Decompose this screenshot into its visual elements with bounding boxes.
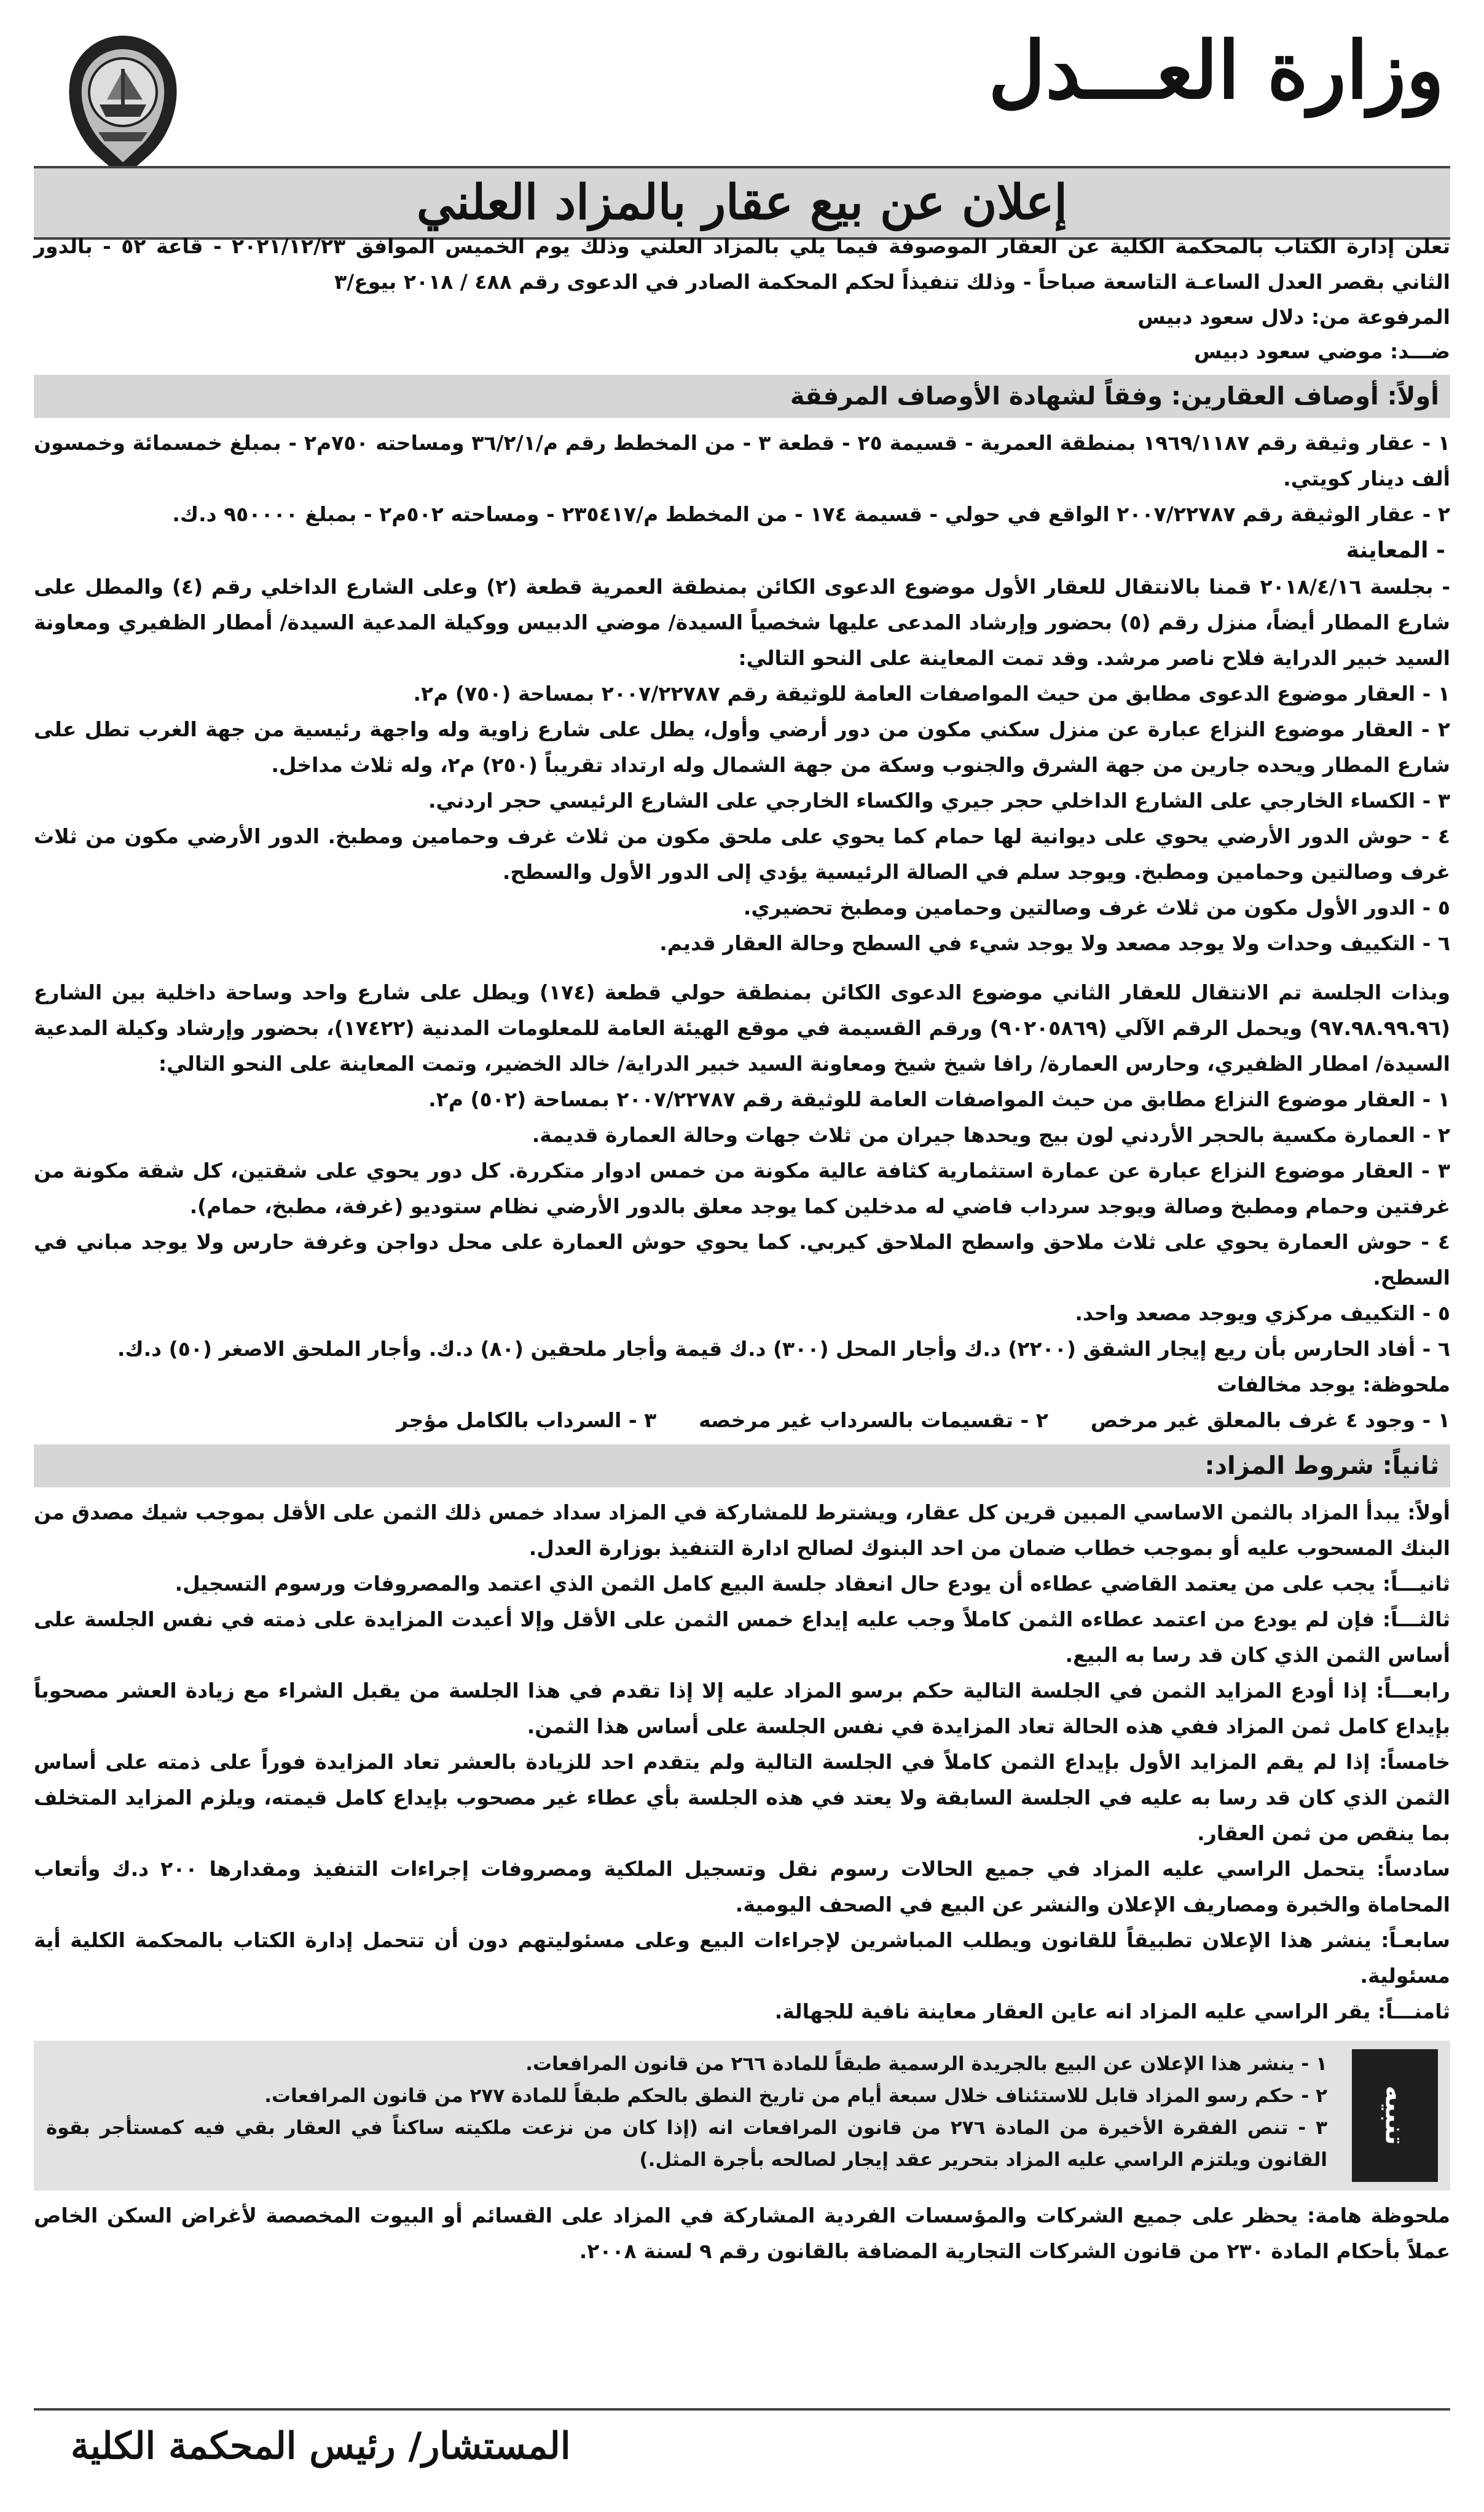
inspection-item: ٢ - العمارة مكسية بالحجر الأردني لون بيج ويحدها جيران من ثلاث جهات وحالة العمارة قديمة. xyxy=(532,1123,1450,1147)
inspection-item: ٣ - الكساء الخارجي على الشارع الداخلي حجر جيري والكساء الخارجي على الشارع الرئيسي حجر اردني. xyxy=(428,789,1450,813)
plaintiff-row xyxy=(34,300,1450,334)
signature-block xyxy=(34,2403,1450,2477)
condition-item: ثانيـــاً: يجب على من يعتمد القاضي عطاءه أن يودع حال انعقاد جلسة البيع كامل الثمن الذي اعتمد والمصروفات ورسوم التسجيل. xyxy=(175,1572,1450,1596)
section-heading-properties: أولاً: أوصاف العقارين: وفقاً لشهادة الأوصاف المرفقة xyxy=(34,375,1450,418)
violations-list xyxy=(34,1403,1450,1438)
announcement-body xyxy=(34,229,1450,2269)
inspection-item: ٢ - العقار موضوع النزاع عبارة عن منزل سكني مكون من دور أرضي وأول، يطل على شارع زاوية وله واجهة رئيسية من جهة الغرب تطل على شارع المطار ويحده جارين من جهة الشرق والجنوب وسكة من جهة الشمال وله ارتداد تقريباً (٢٥٠) م٢، وله ثلاث مداخل. xyxy=(34,717,1450,777)
inspection-item: ٦ - أفاد الحارس بأن ريع إيجار الشقق (٢٢٠٠) د.ك وأجار المحل (٣٠٠) د.ك قيمة وأجار ملحقين (٨٠) د.ك. وأجار الملحق الاصغر (٥٠) د.ك. xyxy=(117,1337,1450,1361)
property-item: ١ - عقار وثيقة رقم ١٩٦٩/١١٨٧ بمنطقة العمرية - قسيمة ٢٥ - قطعة ٣ - من المخطط رقم م/٣٦/٢/١ ومساحته ٧٥٠م٢ - بمبلغ خمسمائة وخمسون ألف دينار كويتي. xyxy=(34,431,1450,490)
inspection-item: ١ - العقار موضوع الدعوى مطابق من حيث المواصفات العامة للوثيقة رقم ٢٠٠٧/٢٢٧٨٧ بمساحة (٧٥٠) م٢. xyxy=(413,682,1450,706)
plaintiff-name: دلال سعود دبيس xyxy=(1137,305,1305,329)
violation-item: ٣ - السرداب بالكامل مؤجر xyxy=(396,1408,657,1432)
condition-item: رابعـــاً: إذا أودع المزايد الثمن في الجلسة التالية حكم برسو المزاد عليه إلا إذا تقدم في هذا الجلسة من يقبل الشراء مع زيادة العشر مصحوباً بإيداع كامل ثمن المزاد ففي هذه الحالة تعاد المزايدة في نفس الجلسة على أساس هذا الثمن. xyxy=(34,1679,1450,1738)
note-item: ١ - ينشر هذا الإعلان عن البيع بالجريدة الرسمية طبقاً للمادة ٢٦٦ من قانون المرافعات. xyxy=(525,2053,1327,2075)
note-item: ٢ - حكم رسو المزاد قابل للاستئناف خلال سبعة أيام من تاريخ النطق بالحكم طبقاً للمادة ٢٧٧ من قانون المرافعات. xyxy=(264,2085,1327,2107)
condition-item: سادساً: يتحمل الراسي عليه المزاد في جميع الحالات رسوم نقل وتسجيل الملكية ومصروفات إجراءات التنفيذ ومقدارها ٢٠٠ د.ك وأتعاب المحاماة والخبرة ومصاريف الإعلان والنشر عن البيع في الصحف اليومية. xyxy=(34,1857,1450,1916)
inspection-item: ٥ - التكييف مركزي ويوجد مصعد واحد. xyxy=(1075,1301,1450,1325)
inspection-item: ٥ - الدور الأول مكون من ثلاث غرف وصالتين وحمامين ومطبخ تحضيري. xyxy=(743,896,1450,919)
notes-box xyxy=(34,2041,1450,2191)
inspection-item: - بجلسة ٢٠١٨/٤/١٦ قمنا بالانتقال للعقار الأول موضوع الدعوى الكائن بمنطقة العمرية قطعة (٢) وعلى الشارع الداخلي رقم (٤) والمطل على شارع المطار أيضاً، منزل رقم (٥) بحضور وإرشاد المدعى عليها شخصياً السيدة/ موضي الدبيس ووكيلة المدعية السيدة/ أمطار الظفيري ومعاونة السيد خبير الدراية فلاح ناصر مرشد. وقد تمت المعاينة على النحو التالي: xyxy=(34,575,1451,670)
ministry-title: وزارة العـــدل xyxy=(988,25,1444,117)
notes-label: تنبيه xyxy=(1352,2049,1438,2182)
property-item: ٢ - عقار الوثيقة رقم ٢٠٠٧/٢٢٧٨٧ الواقع في حولي - قسيمة ١٧٤ - من المخطط م/٢٣٥٤١٧ - ومساحته ٥٠٢م٢ - بمبلغ ٩٥٠٠٠٠ د.ك. xyxy=(172,502,1450,526)
defendant-label: ضـــد: xyxy=(1390,339,1450,363)
condition-item: ثامنـــاً: يقر الراسي عليه المزاد انه عاين العقار معاينة نافية للجهالة. xyxy=(774,1999,1450,2023)
condition-item: ثالثـــاً: فإن لم يودع من اعتمد عطاءه الثمن كاملاً وجب عليه إيداع خمس الثمن على الأقل وإلا أعيدت المزايدة على ذمته في نفس الجلسة على أساس الثمن الذي كان قد رسا به البيع. xyxy=(34,1607,1450,1667)
condition-item: أولاً: يبدأ المزاد بالثمن الاساسي المبين قرين كل عقار، ويشترط للمشاركة في المزاد سداد خمس ذلك الثمن على الأقل بموجب شيك مصدق من البنك المسحوب عليه أو بموجب خطاب ضمان من احد البنوك لصالح ادارة التنفيذ بوزارة العدل. xyxy=(34,1500,1450,1560)
important-note: ملحوظة هامة: يحظر على جميع الشركات والمؤسسات الفردية المشاركة في المزاد على القسائم أو البيوت المخصصة لأغراض السكن الخاص عملاً بأحكام المادة ٢٣٠ من قانون الشركات التجارية المضافة بالقانون رقم ٩ لسنة ٢٠٠٨. xyxy=(34,2203,1450,2263)
inspection-item: ٣ - العقار موضوع النزاع عبارة عن عمارة استثمارية كثافة عالية مكونة من خمس ادوار متكررة. كل دور يحوي على شقتين، كل شقة مكونة من غرفتين وحمام ومطبخ وصالة ويوجد سرداب فاضي له مدخلين كما يوجد معلق بالدور الأرضي نظام ستوديو (غرفة، مطبخ، حمام). xyxy=(34,1159,1450,1218)
inspection-item: ٤ - حوش العمارة يحوي على ثلاث ملاحق واسطح الملاحق كيربي. كما يحوي حوش العمارة على محل دواجن وغرفة حارس ولا يوجد مباني في السطح. xyxy=(34,1230,1450,1289)
header xyxy=(34,18,1450,230)
divider xyxy=(34,2408,1450,2411)
announcement-title: إعلان عن بيع عقار بالمزاد العلني xyxy=(416,175,1068,230)
parties xyxy=(34,300,1450,369)
defendant-name: موضي سعود دبيس xyxy=(1193,339,1383,363)
inspection-item: وبذات الجلسة تم الانتقال للعقار الثاني موضوع الدعوى الكائن بمنطقة حولي قطعة (١٧٤) ويطل على شارع واحد وساحة داخلية بين الشارع (٩٧.٩٨.٩٩.٩٦) ويحمل الرقم الآلي (٩٠٢٠٥٨٦٩) ورقم القسيمة في موقع الهيئة العامة للمعلومات المدنية (١٧٤٢٢)، بحضور وإرشاد وكيلة المدعية السيدة/ امطار الظفيري، وحارس العمارة/ رافا شيخ شيخ ومعاونة السيد خبير الدراية/ خالد الخضير، وتمت المعاينة على النحو التالي: xyxy=(34,980,1451,1076)
defendant-row xyxy=(34,334,1450,369)
inspection-item: ٦ - التكييف وحدات ولا يوجد مصعد ولا يوجد شيء في السطح وحالة العقار قديم. xyxy=(659,931,1450,955)
note-item: ٣ - تنص الفقرة الأخيرة من المادة ٢٧٦ من قانون المرافعات انه (إذا كان من نزعت ملكيته ساكناً في العقار بقي فيه كمستأجر بقوة القانون ويلتزم الراسي عليه المزاد بتحرير عقد إيجار لصالحه بأجرة المثل.) xyxy=(46,2117,1327,2171)
violation-item: ١ - وجود ٤ غرف بالمعلق غير مرخص xyxy=(1090,1408,1450,1432)
violation-item: ٢ - تقسيمات بالسرداب غير مرخصه xyxy=(699,1408,1048,1432)
kuwait-emblem-icon xyxy=(61,31,184,181)
signature: المستشار/ رئيس المحكمة الكلية xyxy=(71,2425,571,2468)
condition-item: سابعـاً: ينشر هذا الإعلان تطبيقاً للقانون ويطلب المباشرين لإجراءات البيع وعلى مسئوليتهم دون أن تتحمل إدارة الكتاب بالمحكمة الكلية أية مسئولية. xyxy=(34,1928,1450,1988)
inspection-heading: - المعاينة xyxy=(1346,538,1445,563)
violations-label: ملحوظة: يوجد مخالفات xyxy=(1217,1372,1450,1396)
condition-item: خامساً: إذا لم يقم المزايد الأول بإيداع الثمن كاملاً في الجلسة التالية ولم يتقدم احد للزيادة بالعشر تعاد المزايدة فوراً على ذمته على أساس الثمن الذي كان قد رسا به عليه في الجلسة السابقة ولا يعتد في هذه الجلسة بأي عطاء غير مصحوب بإيداع كامل قيمته، ويلزم المزايد المتخلف بما ينقص من ثمن العقار. xyxy=(34,1750,1450,1845)
inspection-item: ١ - العقار موضوع النزاع مطابق من حيث المواصفات العامة للوثيقة رقم ٢٠٠٧/٢٢٧٨٧ بمساحة (٥٠٢) م٢. xyxy=(428,1087,1450,1111)
intro-paragraph: تعلن إدارة الكتاب بالمحكمة الكلية عن العقار الموصوفة فيما يلي بالمزاد العلني وذلك يوم الخميس الموافق ٢٠٢١/١٢/٢٣ - قاعة ٥٢ - بالدور الثاني بقصر العدل الساعـة التاسعة صباحاً - وذلك تنفيذاً لحكم المحكمة الصادر في الدعوى رقم ٤٨٨ / ٢٠١٨ بيوع/٣ xyxy=(34,234,1450,294)
inspection-item: ٤ - حوش الدور الأرضي يحوي على ديوانية لها حمام كما يحوي على ملحق مكون من ثلاث غرف وحمامين ومطبخ. الدور الأرضي مكون من ثلاث غرف وصالتين وحمامين ومطبخ. ويوجد سلم في الصالة الرئيسية يؤدي إلى الدور الأول والسطح. xyxy=(34,824,1450,884)
plaintiff-label: المرفوعة من: xyxy=(1311,305,1450,329)
section-heading-conditions: ثانياً: شروط المزاد: xyxy=(34,1444,1450,1487)
